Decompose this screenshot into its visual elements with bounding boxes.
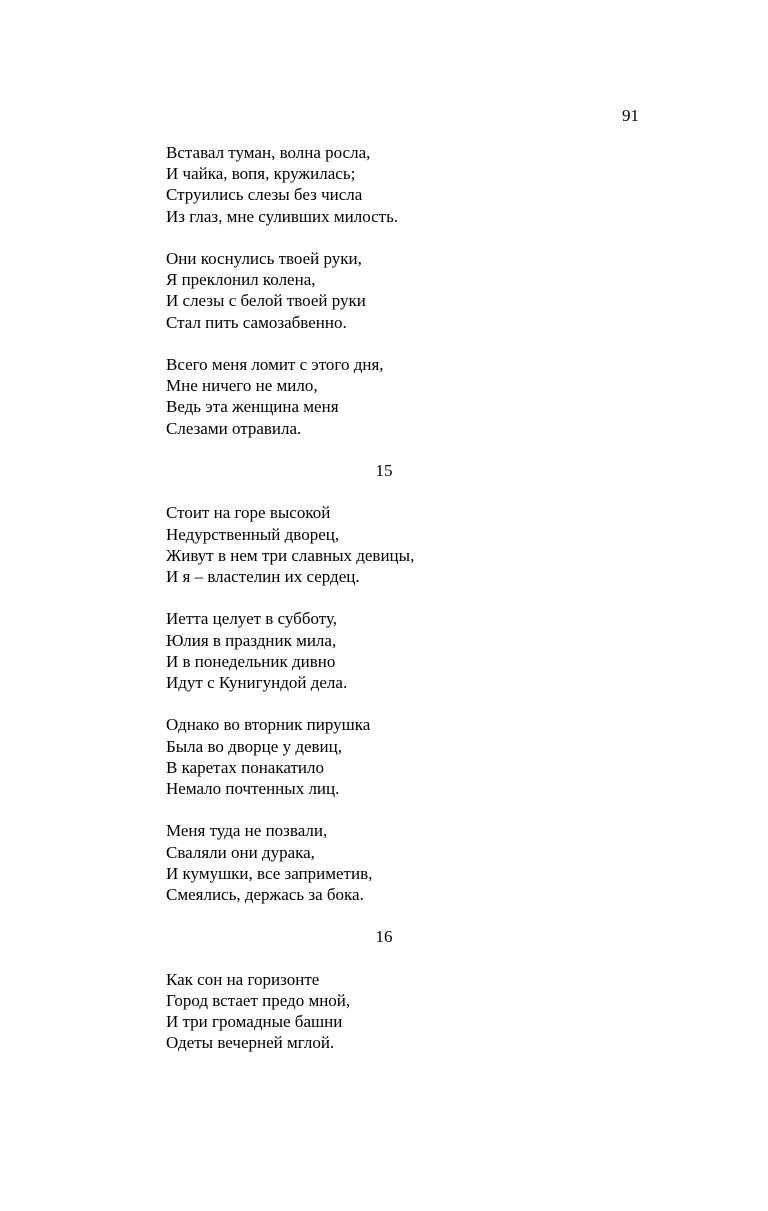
- stanza: [166, 969, 646, 1054]
- verse-line: Недурственный дворец,: [166, 524, 340, 544]
- verse-line: Меня туда не позвали,: [166, 821, 328, 841]
- verse-line: Иетта целует в субботу,: [166, 609, 338, 629]
- verse-line: Город встает предо мной,: [166, 990, 351, 1010]
- stanza: [166, 354, 646, 439]
- verse-line: Струились слезы без числа: [166, 185, 363, 205]
- stanza: [166, 142, 646, 227]
- stanza: [166, 608, 646, 693]
- verse-line: Одеты вечерней мглой.: [166, 1033, 335, 1053]
- verse-line: Из глаз, мне суливших милость.: [166, 206, 399, 226]
- page-number: 91: [622, 106, 639, 125]
- verse-line: И три громадные башни: [166, 1012, 343, 1032]
- verse-line: Живут в нем три славных девицы,: [166, 545, 415, 565]
- verse-line: Немало почтенных лиц.: [166, 779, 340, 798]
- verse-line: И слезы с белой твоей руки: [166, 291, 366, 311]
- verse-line: Была во дворце у девиц,: [166, 736, 342, 756]
- verse-line: Юлия в праздник мила,: [166, 630, 337, 650]
- verse-line: Как сон на горизонте: [166, 969, 320, 989]
- verse-line: Ведь эта женщина меня: [166, 397, 339, 417]
- stanza: [166, 820, 646, 905]
- verse-line: И кумушки, все заприметив,: [166, 863, 373, 883]
- verse-line: Сваляли они дурака,: [166, 842, 315, 862]
- verse-line: И в понедельник дивно: [166, 651, 336, 671]
- verse-line: Они коснулись твоей руки,: [166, 249, 362, 268]
- poem-text: [166, 142, 646, 1075]
- verse-line: В каретах понакатило: [166, 757, 324, 777]
- verse-line: Идут с Кунигундой дела.: [166, 673, 348, 692]
- verse-line: Слезами отравила.: [166, 418, 302, 438]
- verse-line: Однако во вторник пирушка: [166, 715, 371, 735]
- verse-line: Стал пить самозабвенно.: [166, 312, 347, 332]
- stanza: [166, 248, 646, 333]
- stanza: [166, 502, 646, 587]
- verse-line: Вставал туман, волна росла,: [166, 143, 371, 162]
- verse-line: Смеялись, держась за бока.: [166, 885, 364, 904]
- verse-line: Стоит на горе высокой: [166, 503, 331, 523]
- poem-number-heading: 16: [375, 927, 393, 947]
- verse-line: И чайка, вопя, кружилась;: [166, 164, 356, 184]
- verse-line: И я – властелин их сердец.: [166, 567, 360, 586]
- verse-line: Всего меня ломит с этого дня,: [166, 355, 384, 374]
- stanza: [166, 714, 646, 799]
- verse-line: Я преклонил колена,: [166, 270, 316, 290]
- poem-number-heading: 15: [375, 461, 393, 480]
- verse-line: Мне ничего не мило,: [166, 376, 318, 396]
